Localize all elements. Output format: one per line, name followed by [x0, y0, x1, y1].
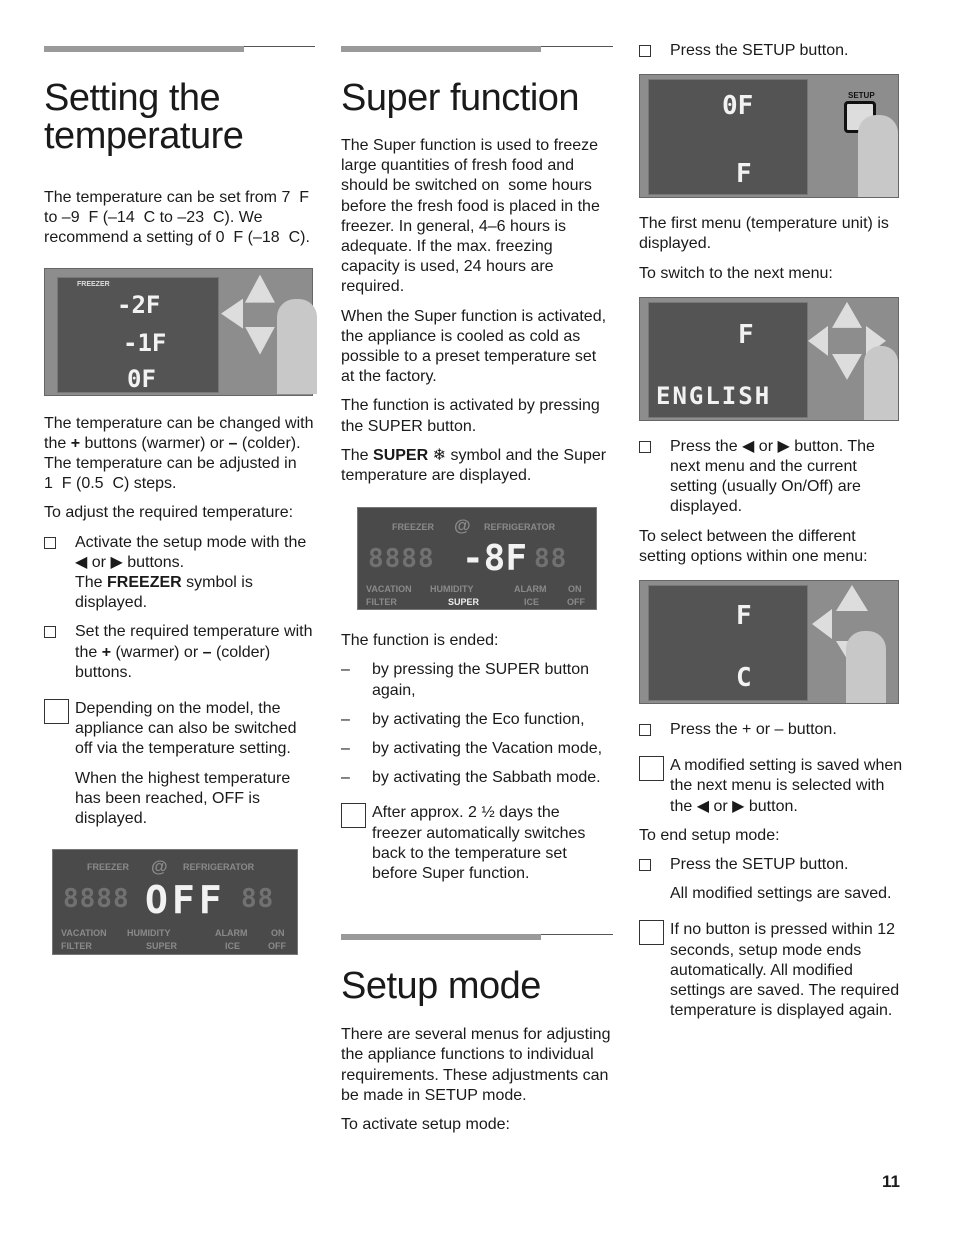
checkbox-icon [639, 859, 651, 871]
note-icon [639, 756, 664, 781]
menu-p1: The first menu (temperature unit) is displayed. [639, 215, 889, 253]
dash-bullet: – [341, 769, 350, 787]
plus-button-icon [836, 585, 868, 611]
checkbox-icon [44, 537, 56, 549]
list-item: Activate the setup mode with the ◀ or ▶ buttons. The FREEZER symbol is displayed. [44, 533, 315, 614]
end-intro: To end setup mode: [639, 826, 780, 844]
select-options-figure [639, 580, 899, 704]
left-button-icon [812, 609, 832, 639]
ice-label: ICE [225, 941, 241, 952]
display-row-1: -2F [117, 290, 161, 319]
checkbox-icon [44, 626, 56, 638]
setup-button-label: SETUP [848, 91, 875, 101]
section-title-temperature: Setting the temperature [44, 77, 244, 157]
list-item: Press the SETUP button. [639, 855, 907, 875]
display-row-3: 0F [127, 364, 156, 393]
left-arrow-icon: ◀ [742, 437, 755, 455]
section-title-setup: Setup mode [341, 965, 541, 1008]
checkbox-icon [639, 724, 651, 736]
note-icon [639, 920, 664, 945]
plus-button-icon [245, 275, 275, 303]
left-button-icon [221, 299, 243, 329]
refrigerator-label: REFRIGERATOR [183, 862, 255, 873]
alarm-label: ALARM [514, 584, 547, 595]
snowflake-icon: ❄ [432, 446, 446, 464]
hand-icon [846, 631, 886, 703]
note: If no button is pressed within 12 seconds, setup mode ends automatically. All modified settings are saved. The required temperature is displayed again. [639, 920, 907, 1021]
segment-digits: 8888 [63, 884, 130, 915]
next-menu-figure [639, 297, 899, 421]
segment-digits: 88 [241, 884, 275, 915]
checkbox-icon [639, 441, 651, 453]
super-p1: The Super function is used to freeze large quantities of fresh food and should be switched on some hours before the fresh food is placed in the freezer. In general, 4–6 hours is adequate. If the max. freezing capacity is used, 24 hours are required. [341, 137, 600, 296]
off-display-figure [52, 849, 298, 955]
vacation-label: VACATION [366, 584, 412, 595]
on-label: ON [271, 928, 285, 939]
note: Depending on the model, the appliance can also be switched off via the temperature setting. [44, 699, 315, 760]
dash-bullet: – [341, 740, 350, 758]
display-row-1: F [736, 601, 752, 632]
column-1 [44, 0, 315, 955]
list-item: Press the SETUP button. [639, 41, 907, 61]
on-label: ON [568, 584, 582, 595]
minus-button-icon [245, 327, 275, 355]
humidity-label: HUMIDITY [430, 584, 474, 595]
super-label: SUPER [146, 941, 178, 952]
freezer-label: FREEZER [87, 862, 130, 873]
super-display-figure [357, 507, 597, 610]
off-text: OFF [145, 878, 226, 923]
hand-icon [858, 115, 898, 197]
dash-bullet: – [341, 710, 350, 728]
section-title-super: Super function [341, 77, 580, 119]
right-arrow-icon: ▶ [732, 797, 745, 815]
humidity-label: HUMIDITY [127, 928, 171, 939]
super-label: SUPER [448, 597, 480, 608]
temperature-display-figure [44, 268, 313, 396]
vacation-label: VACATION [61, 928, 107, 939]
display-row-2: -1F [123, 328, 167, 357]
at-symbol: @ [151, 857, 168, 877]
intro-paragraph: The temperature can be set from 7 F to –9 F (–14 C to –23 C). We recommend a setting of 0 F (–18 C). [44, 189, 310, 247]
display-row-1: 0F [722, 91, 754, 122]
super-p3: The function is activated by pressing the SUPER button. [341, 397, 600, 435]
section-rule [44, 46, 315, 53]
refrigerator-label: REFRIGERATOR [484, 522, 556, 533]
off-label: OFF [268, 941, 286, 952]
note-continuation: When the highest temperature has been reached, OFF is displayed. [75, 769, 291, 828]
setup-p1: There are several menus for adjusting the appliance functions to individual requirements. These adjustments can be made in SETUP mode. [341, 1026, 611, 1104]
minus-button-icon [832, 354, 862, 380]
display-row-1: F [738, 319, 754, 350]
left-button-icon [808, 326, 828, 356]
list-item: Press the ◀ or ▶ button. The next menu and the current setting (usually On/Off) are displayed. [639, 437, 907, 518]
super-temp-text: -8F [462, 538, 528, 580]
section-rule [341, 934, 613, 941]
column-2 [341, 0, 613, 1135]
note: A modified setting is saved when the next menu is selected with the ◀ or ▶ button. [639, 756, 907, 817]
segment-digits: 8888 [368, 544, 435, 575]
page-number: 11 [882, 1172, 900, 1191]
menu-p2: To switch to the next menu: [639, 264, 833, 282]
filter-label: FILTER [61, 941, 92, 952]
left-arrow-icon: ◀ [75, 553, 88, 571]
right-arrow-icon: ▶ [110, 553, 123, 571]
lcd-panel [648, 585, 808, 701]
off-label: OFF [567, 597, 585, 608]
section-rule [341, 46, 613, 53]
alarm-label: ALARM [215, 928, 248, 939]
change-paragraph: The temperature can be changed with the + buttons (warmer) or – (colder). The temperature can be adjusted in 1 F (0.5 C) steps. [44, 414, 314, 493]
super-p4: The SUPER ❄ symbol and the Super temperature are displayed. [341, 446, 607, 485]
hand-icon [864, 346, 898, 420]
display-row-2: F [736, 159, 752, 190]
plus-button-icon [832, 302, 862, 328]
list-item: Set the required temperature with the + (warmer) or – (colder) buttons. [44, 622, 315, 683]
left-arrow-icon: ◀ [696, 797, 709, 815]
setup-p2: To activate setup mode: [341, 1116, 510, 1134]
freezer-label: FREEZER [392, 522, 435, 533]
menu-p3: To select between the different setting options within one menu: [639, 527, 868, 565]
dash-bullet: – [341, 661, 350, 679]
note: After approx. 2 ½ days the freezer automatically switches back to the temperature set before Super function. [341, 803, 613, 884]
display-row-2: C [736, 663, 752, 694]
right-arrow-icon: ▶ [777, 437, 790, 455]
ice-label: ICE [524, 597, 540, 608]
hand-icon [277, 299, 317, 394]
segment-digits: 88 [534, 544, 568, 575]
note-icon [341, 803, 366, 828]
checkbox-icon [639, 45, 651, 57]
ended-intro: The function is ended: [341, 632, 499, 650]
column-3 [639, 0, 907, 1021]
list-item: – by activating the Vacation mode, [341, 739, 613, 759]
list-item-continuation: All modified settings are saved. [670, 885, 892, 903]
display-row-2: ENGLISH [656, 381, 772, 410]
list-item: – by activating the Sabbath mode. [341, 768, 613, 788]
note-icon [44, 699, 69, 724]
list-item: – by pressing the SUPER button again, [341, 661, 590, 699]
at-symbol: @ [454, 516, 471, 536]
list-item: Press the + or – button. [639, 720, 907, 740]
list-item: – by activating the Eco function, [341, 710, 613, 730]
filter-label: FILTER [366, 597, 397, 608]
freezer-label: FREEZER [77, 280, 110, 288]
setup-button-figure [639, 74, 899, 198]
adjust-intro: To adjust the required temperature: [44, 504, 294, 522]
super-p2: When the Super function is activated, the appliance is cooled as cold as possible to a preset temperature set at the factory. [341, 307, 607, 386]
